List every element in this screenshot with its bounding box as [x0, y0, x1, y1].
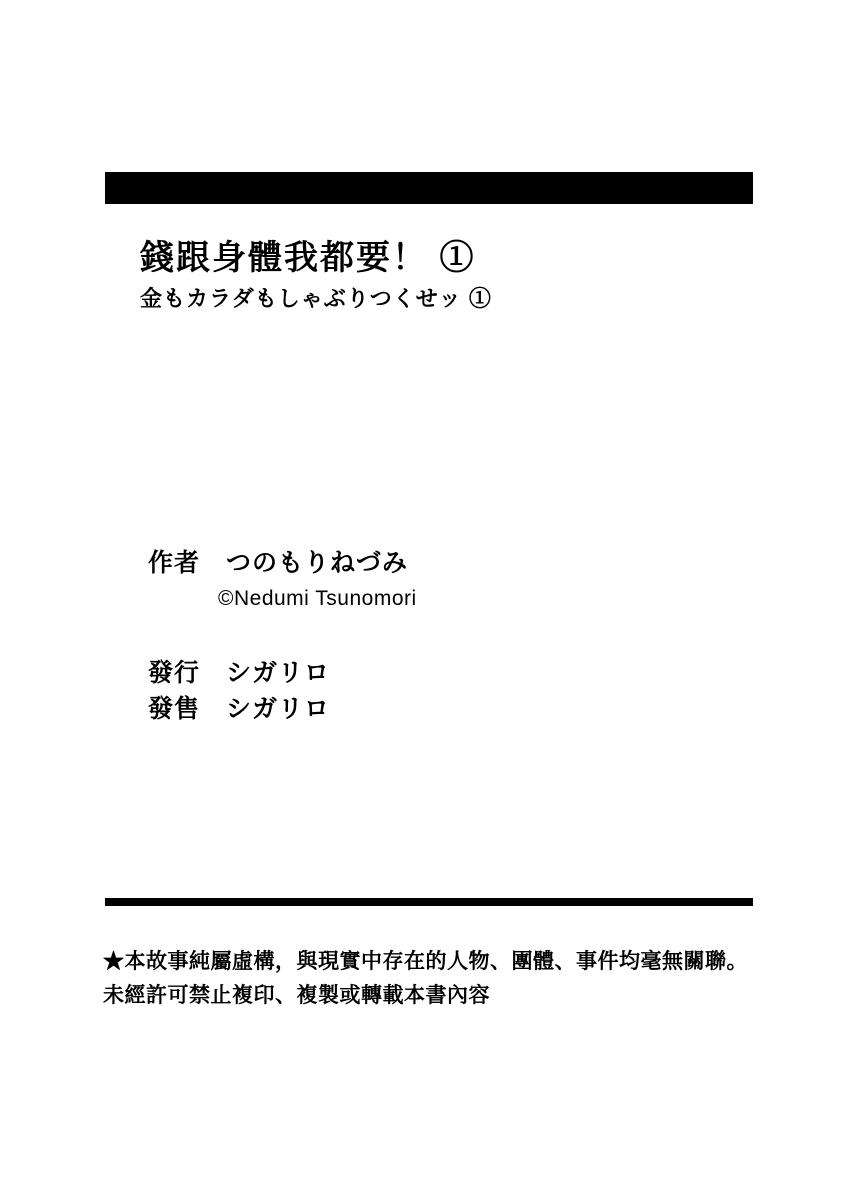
page-title: 錢跟身體我都要！ ① — [140, 239, 476, 277]
credits-spacer — [148, 615, 808, 655]
release-row — [148, 691, 808, 727]
disclaimer-line-1: ★本故事純屬虛構，與現實中存在的人物、團體、事件均毫無關聯。 — [103, 950, 748, 973]
copyright-line: ©Nedumi Tsunomori — [218, 587, 417, 611]
top-black-bar — [105, 172, 753, 204]
publisher-row — [148, 655, 808, 691]
bottom-divider — [105, 898, 753, 906]
disclaimer-block — [103, 945, 783, 1012]
disclaimer-line-2: 未經許可禁止複印、複製或轉載本書內容 — [103, 983, 490, 1007]
credits-block — [148, 545, 808, 727]
author-label: 作者 — [148, 549, 201, 577]
page-subtitle: 金もカラダもしゃぶりつくせッ ① — [140, 285, 492, 311]
author-name: つのもりねづみ — [226, 549, 409, 577]
author-row — [148, 545, 808, 581]
release-name: シガリロ — [226, 695, 331, 723]
title-block — [140, 238, 800, 313]
publisher-name: シガリロ — [226, 658, 331, 687]
publisher-label: 發行 — [148, 658, 201, 687]
release-label: 發售 — [148, 695, 201, 723]
